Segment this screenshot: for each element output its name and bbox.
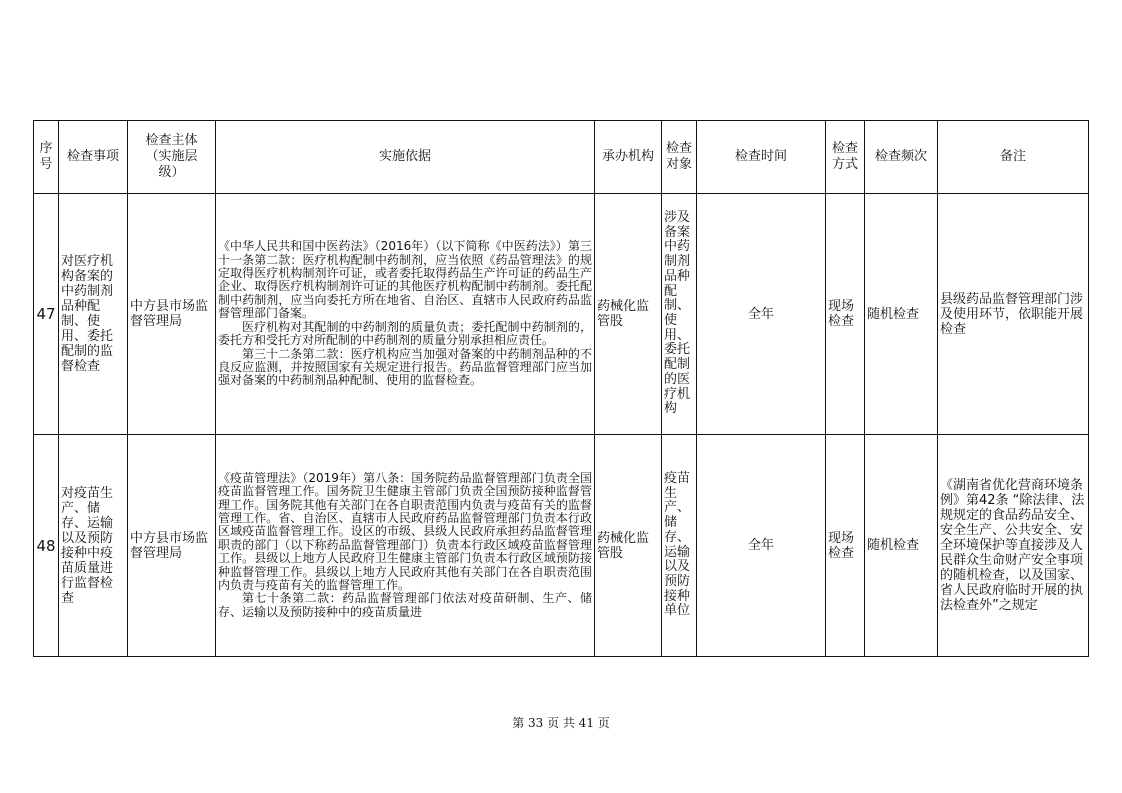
header-frequency: 检查频次 <box>865 121 938 194</box>
row-subject: 中方县市场监督管理局 <box>128 435 216 657</box>
row-seq: 48 <box>34 435 59 657</box>
header-remarks: 备注 <box>938 121 1089 194</box>
basis-paragraph: 第三十二条第二款：医疗机构应当加强对备案的中药制剂品种的不良反应监测，并按照国家有关规定进行报告。药品监督管理部门应当加强对备案的中药制剂品种配制、使用的监督检查。 <box>218 346 592 388</box>
row-item: 对疫苗生产、储存、运输以及预防接种中疫苗质量进行监督检查 <box>59 435 128 657</box>
header-method: 检查方式 <box>826 121 865 194</box>
row-method: 现场检查 <box>826 435 865 657</box>
table-row <box>34 194 1089 435</box>
header-basis: 实施依据 <box>216 121 595 194</box>
header-seq: 序号 <box>34 121 59 194</box>
header-row <box>34 121 1089 194</box>
row-remarks: 《湖南省优化营商环境条例》第42条 “除法律、法规规定的食品药品安全、安全生产、公共安全、安全环境保护等直接涉及人民群众生命财产安全事项的随机检查，以及国家、省人民政府临时开展的执法检查外”之规定 <box>938 435 1089 657</box>
header-subject: 检查主体（实施层级） <box>128 121 216 194</box>
page-number: 第 33 页 共 41 页 <box>512 716 610 730</box>
basis-paragraph: 第七十条第二款：药品监督管理部门依法对疫苗研制、生产、储存、运输以及预防接种中的疫苗质量进 <box>218 591 592 619</box>
table-row <box>34 435 1089 657</box>
row-method: 现场检查 <box>826 194 865 435</box>
row-basis <box>216 435 595 657</box>
inspection-table <box>33 120 1089 657</box>
row-object: 涉及备案中药制剂品种配制、使用、委托配制的医疗机构 <box>662 194 697 435</box>
row-frequency: 随机检查 <box>865 194 938 435</box>
header-time: 检查时间 <box>697 121 826 194</box>
header-object: 检查对象 <box>662 121 697 194</box>
row-basis <box>216 194 595 435</box>
header-agency: 承办机构 <box>595 121 662 194</box>
row-agency: 药械化监管股 <box>595 194 662 435</box>
row-time: 全年 <box>697 194 826 435</box>
basis-paragraph: 《疫苗管理法》（2019年）第八条：国务院药品监督管理部门负责全国疫苗监督管理工作。国务院卫生健康主管部门负责全国预防接种监督管理工作。国务院其他有关部门在各自职责范围内负责与疫苗有关的监督管理工作。省、自治区、直辖市人民政府药品监督管理部门负责本行政区域疫苗监督管理工作。设区的市级、县级人民政府承担药品监督管理职责的部门（以下称药品监督管理部门）负责本行政区域疫苗监督管理工作。县级以上地方人民政府卫生健康主管部门负责本行政区域预防接种监督管理工作。县级以上地方人民政府其他有关部门在各自职责范围内负责与疫苗有关的监督管理工作。 <box>218 470 592 593</box>
row-agency: 药械化监管股 <box>595 435 662 657</box>
basis-paragraph: 医疗机构对其配制的中药制剂的质量负责；委托配制中药制剂的，委托方和受托方对所配制的中药制剂的质量分别承担相应责任。 <box>218 319 592 348</box>
row-remarks: 县级药品监督管理部门涉及使用环节，依职能开展检查 <box>938 194 1089 435</box>
row-seq: 47 <box>34 194 59 435</box>
row-subject: 中方县市场监督管理局 <box>128 194 216 435</box>
row-object: 疫苗生产、储存、运输以及预防接种单位 <box>662 435 697 657</box>
basis-paragraph: 《中华人民共和国中医药法》（2016年）（以下简称《中医药法》）第三十一条第二款：医疗机构配制中药制剂，应当依照《药品管理法》的规定取得医疗机构制剂许可证，或者委托取得药品生产许可证的药品生产企业、取得医疗机构制剂许可证的其他医疗机构配制中药制剂。委托配制中药制剂，应当向委托方所在地省、自治区、直辖市人民政府药品监督管理部门备案。 <box>218 239 592 321</box>
row-frequency: 随机检查 <box>865 435 938 657</box>
row-item: 对医疗机构备案的中药制剂品种配制、使用、委托配制的监督检查 <box>59 194 128 435</box>
row-time: 全年 <box>697 435 826 657</box>
header-item: 检查事项 <box>59 121 128 194</box>
